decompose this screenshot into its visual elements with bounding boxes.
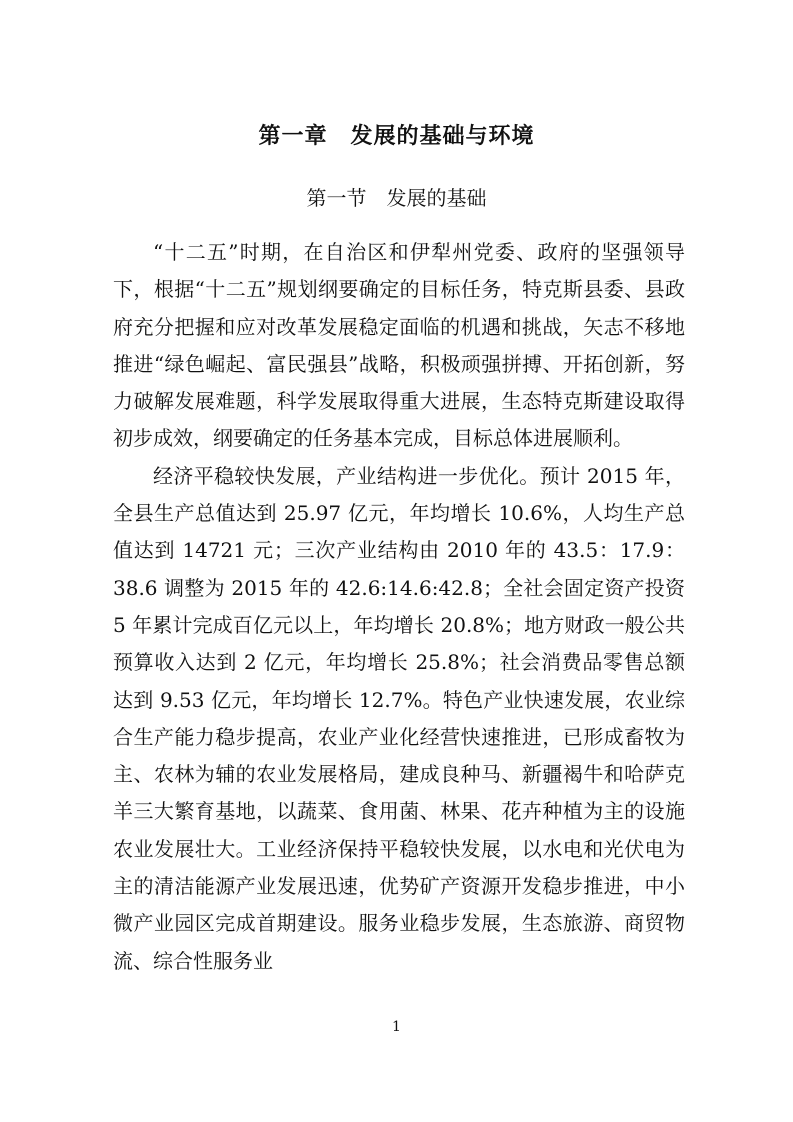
- paragraph-intro: “十二五”时期，在自治区和伊犁州党委、政府的坚强领导下，根据“十二五”规划纲要确定的目标任务，特克斯县委、县政府充分把握和应对改革发展稳定面临的机遇和挑战，矢志不移地推进“绿色崛起、富民强县”战略，积极顽强拼搏、开拓创新，努力破解发展难题，科学发展取得重大进展，生态特克斯建设取得初步成效，纲要确定的任务基本完成，目标总体进展顺利。: [113, 240, 685, 451]
- paragraph-economy: 经济平稳较快发展，产业结构进一步优化。预计 2015 年，全县生产总值达到 25.97 亿元，年均增长 10.6%，人均生产总值达到 14721 元；三次产业结构由 2010 年的 43.5：17.9：38.6 调整为 2015 年的 42.6:14.6:42.8；全社会固定资产投资 5 年累计完成百亿元以上，年均增长 20.8%；地方财政一般公共预算收入达到 2 亿元，年均增长 25.8%；社会消费品零售总额达到 9.53 亿元，年均增长 12.7%。特色产业快速发展，农业综合生产能力稳步提高，农业产业化经营快速推进，已形成畜牧为主、农林为辅的农业发展格局，建成良种马、新疆褐牛和哈萨克羊三大繁育基地，以蔬菜、食用菌、林果、花卉种植为主的设施农业发展壮大。工业经济保持平稳较快发展，以水电和光伏电为主的清洁能源产业发展迅速，优势矿产资源开发稳步推进，中小微产业园区完成首期建设。服务业稳步发展，生态旅游、商贸物流、综合性服务业: [113, 463, 685, 973]
- chapter-title: 第一章 发展的基础与环境: [258, 124, 535, 149]
- section-title: 第一节 发展的基础: [306, 186, 487, 210]
- page-number: 1: [392, 1019, 401, 1035]
- body-text: [113, 234, 685, 980]
